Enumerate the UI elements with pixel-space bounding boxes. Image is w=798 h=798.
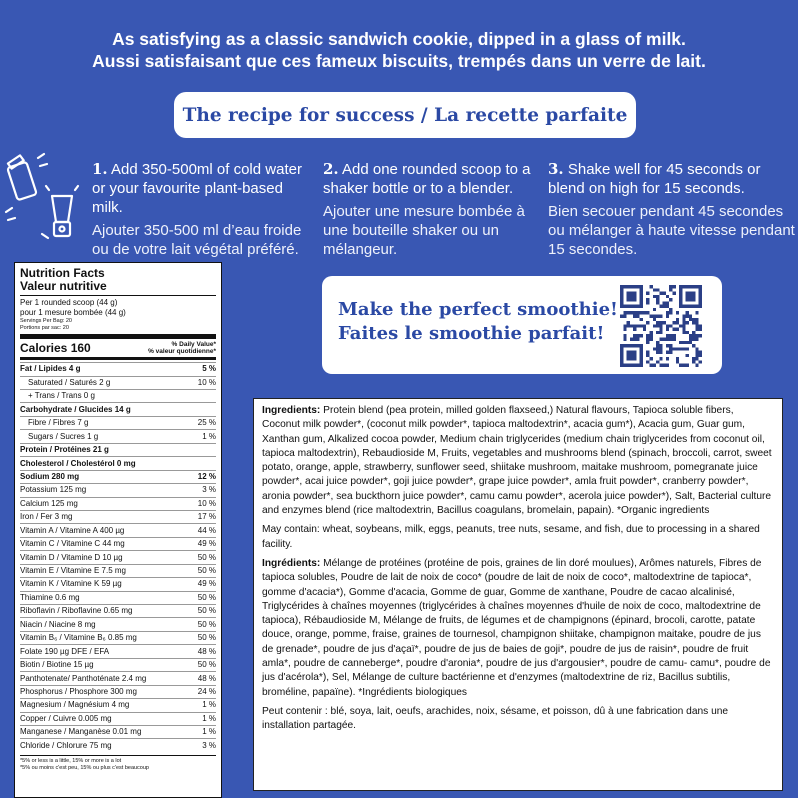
nutrient-row — [20, 429, 216, 442]
nutrient-row — [20, 389, 216, 402]
nutrient-label: Potassium 125 mg — [20, 485, 87, 495]
footnote-fr: *5% ou moins c'est peu, 15% ou plus c'est beaucoup — [20, 764, 149, 771]
step-2 — [323, 160, 535, 259]
smoothie-en: Make the perfect smoothie! — [338, 299, 618, 320]
nutrient-percent: 3 % — [202, 485, 216, 495]
nutrient-row — [20, 577, 216, 590]
nutrient-row — [20, 470, 216, 483]
nutrient-percent: 49 % — [197, 539, 216, 549]
nutrient-row — [20, 537, 216, 550]
shaker-blender-icon — [2, 150, 82, 250]
nutrient-percent: 12 % — [197, 471, 216, 481]
servings-per-bag-en: Servings Per Bag: 20 — [20, 317, 72, 324]
nutrient-row — [20, 644, 216, 657]
nutrient-label: Vitamin A / Vitamine A 400 µg — [20, 525, 125, 535]
nutrient-percent: 1 % — [202, 713, 216, 723]
nutrient-label: Biotin / Biotine 15 µg — [20, 660, 94, 670]
step-1-en: Add 350-500ml of cold water or your favourite plant-based milk. — [92, 161, 302, 216]
may-contain-en: May contain: wheat, soybeans, milk, eggs, peanuts, tree nuts, sesame, and fish, due to processing in a shared facility. — [262, 524, 760, 550]
step-1-fr: Ajouter 350-500 ml d’eau froide ou de votre lait végétal préféré. — [92, 222, 302, 258]
recipe-title: The recipe for success / La recette parfaite — [174, 92, 636, 138]
step-2-fr: Ajouter une mesure bombée à une bouteille shaker ou un mélangeur. — [323, 203, 525, 258]
nutrient-label: Phosphorus / Phosphore 300 mg — [20, 686, 137, 696]
step-3-en: Shake well for 45 seconds or blend on high for 15 seconds. — [548, 161, 761, 197]
nutrient-label: Fat / Lipides 4 g — [20, 364, 81, 374]
nutrient-percent: 50 % — [197, 592, 216, 602]
nutrient-label: Vitamin B₆ / Vitamine B₆ 0.85 mg — [20, 633, 137, 643]
nutrition-title-en: Nutrition Facts — [20, 266, 105, 280]
nutrient-percent: 24 % — [197, 686, 216, 696]
nutrient-row — [20, 738, 216, 751]
nutrient-label: Vitamin E / Vitamine E 7.5 mg — [20, 566, 126, 576]
nutrient-label: Folate 190 µg DFE / EFA — [20, 646, 110, 656]
nutrient-row — [20, 604, 216, 617]
nutrient-percent: 50 % — [197, 566, 216, 576]
nutrient-row — [20, 376, 216, 389]
nutrient-label: Saturated / Saturés 2 g — [28, 377, 111, 387]
nutrient-percent: 49 % — [197, 579, 216, 589]
serving-size-en: Per 1 rounded scoop (44 g) — [20, 298, 118, 307]
nutrient-label: Carbohydrate / Glucides 14 g — [20, 404, 131, 414]
serving-size-fr: pour 1 mesure bombée (44 g) — [20, 307, 126, 317]
nutrient-label: Vitamin D / Vitamine D 10 µg — [20, 552, 123, 562]
nutrient-row — [20, 510, 216, 523]
step-3-number: 3. — [548, 160, 564, 178]
nutrient-row — [20, 550, 216, 563]
step-2-en: Add one rounded scoop to a shaker bottle or to a blender. — [323, 161, 531, 197]
nutrient-row — [20, 712, 216, 725]
nutrient-percent: 50 % — [197, 619, 216, 629]
nutrient-row — [20, 631, 216, 644]
nutrient-percent: 44 % — [197, 525, 216, 535]
nutrient-percent: 10 % — [197, 377, 216, 387]
nutrition-facts-panel — [14, 262, 222, 798]
step-3 — [548, 160, 798, 259]
nutrient-percent: 5 % — [202, 364, 216, 374]
nutrient-label: Fibre / Fibres 7 g — [28, 418, 89, 428]
servings-per-bag-fr: Portions par sac: 20 — [20, 324, 69, 331]
tagline-fr: Aussi satisfaisant que ces fameux biscuits, trempés dans un verre de lait. — [92, 51, 706, 71]
smoothie-fr: Faites le smoothie parfait! — [338, 323, 605, 344]
nutrient-percent: 48 % — [197, 673, 216, 683]
nutrient-percent: 25 % — [197, 418, 216, 428]
nutrient-label: Vitamin C / Vitamine C 44 mg — [20, 539, 125, 549]
tagline-en: As satisfying as a classic sandwich cookie, dipped in a glass of milk. — [112, 29, 686, 49]
qr-code[interactable] — [620, 285, 702, 367]
nutrient-label: Calcium 125 mg — [20, 498, 78, 508]
nutrient-percent: 50 % — [197, 552, 216, 562]
nutrient-percent: 50 % — [197, 660, 216, 670]
nutrient-row — [20, 483, 216, 496]
nutrient-row — [20, 497, 216, 510]
nutrient-percent: 50 % — [197, 606, 216, 616]
step-2-number: 2. — [323, 160, 339, 178]
nutrient-row — [20, 564, 216, 577]
ingredients-panel — [253, 398, 783, 791]
nutrient-label: Magnesium / Magnésium 4 mg — [20, 700, 130, 710]
nutrient-label: Riboflavin / Riboflavine 0.65 mg — [20, 606, 133, 616]
calories: Calories 160 — [20, 340, 91, 355]
ingredients-fr-text: Mélange de protéines (protéine de pois, graines de lin doré moulues), Arômes naturels, Fibres de tapioca solubles, Poudre de lait de noix de coco* (poudre de lait de noix de coco*, maltodextrine de tapioca*, gomme d'acacia*), Gomme d'acacia, Gomme de guar, Gomme de xanthane, Poudre de cacao alcalinisé, Triglycérides à chaînes moyennes (triglycérides à chaînes moyennes d'huile de noix de coco, maltodextrine de tapioca), Rébaudioside M, Mélange de fruits, de légumes et de champignons (épinard, brocoli, carotte, patate douce, orange, pomme, fraise, graines de tournesol, champignon shiitake, champignon maitake, poudre de jus de grenade*, poudre de jus d'açaï*, poudre de jus de baies de goji*, poudre de jus de raisin*, poudre de fruit amla*, poudre de canneberge*, poudre d'aronia*, poudre de jus d'argousier*, poudre de camu- camu*, poudre de jus d'acérola*), Sel, Mélange de culture bactérienne et d'enzymes (maltodextrine de riz, Bacillus subtilis, broméline, papaïne). *Ingrédients biologiques — [262, 557, 771, 698]
nutrient-label: Chloride / Chlorure 75 mg — [20, 740, 112, 750]
nutrient-label: Manganese / Manganèse 0.01 mg — [20, 727, 142, 737]
nutrient-row — [20, 591, 216, 604]
nutrient-rows — [20, 362, 216, 752]
nutrient-label: Sugars / Sucres 1 g — [28, 431, 99, 441]
nutrient-percent: 1 % — [202, 727, 216, 737]
step-1-number: 1. — [92, 160, 108, 178]
nutrient-percent: 50 % — [197, 633, 216, 643]
nutrient-percent: 1 % — [202, 700, 216, 710]
tagline — [0, 28, 798, 72]
step-1 — [92, 160, 312, 259]
nutrient-row — [20, 658, 216, 671]
nutrient-percent: 48 % — [197, 646, 216, 656]
may-contain-fr: Peut contenir : blé, soya, lait, oeufs, arachides, noix, sésame, et poisson, dû à une fabrication dans une installation partagée. — [262, 705, 729, 732]
ingredients-en-label: Ingredients: — [262, 405, 321, 416]
nutrient-row — [20, 671, 216, 684]
nutrient-row — [20, 685, 216, 698]
nutrient-percent: 1 % — [202, 431, 216, 441]
nutrient-label: Panthotenate/ Panthoténate 2.4 mg — [20, 673, 147, 683]
nutrient-row — [20, 725, 216, 738]
nutrient-percent: 17 % — [197, 512, 216, 522]
nutrition-title-fr: Valeur nutritive — [20, 279, 107, 293]
footnote-en: *5% or less is a little, 15% or more is a lot — [20, 757, 122, 764]
nutrient-label: Thiamine 0.6 mg — [20, 592, 80, 602]
nutrient-label: Copper / Cuivre 0.005 mg — [20, 713, 112, 723]
nutrient-label: Cholesterol / Cholestérol 0 mg — [20, 458, 136, 468]
step-3-fr: Bien secouer pendant 45 secondes ou mélanger à haute vitesse pendant 15 secondes. — [548, 203, 795, 258]
nutrient-label: Niacin / Niacine 8 mg — [20, 619, 96, 629]
ingredients-en-text: Protein blend (pea protein, milled golden flaxseed,) Natural flavours, Tapioca soluble fibers, Coconut milk powder*, (coconut milk powder*, tapioca maltodextrin*, acacia gum*), Acacia gum, Guar gum, Xanthan gum, Alkalized cocoa powder, Medium chain triglycerides (medium chain triglycerides from coconut oil, tapioca maltodextrin), Rebaudioside M, Fruits, vegetables and mushrooms blend (spinach, broccoli, carrot, sweet potato, orange, apple, strawberry, sunflower seed, shiitake mushroom, maitake mushroom, pomegranate juice powder*, acai juice powder*, goji juice powder*, grape juice powder*, amla fruit powder*, cranberry powder*, aronia powder*, sea buckthorn juice powder*, camu camu powder*, acerola juice powder*), Salt, Bacterial culture and enzymes blend (rice maltodextrin, Bacillus coagulans, bromelain, papain). *Organic ingredients — [262, 405, 772, 517]
nutrient-row — [20, 443, 216, 456]
nutrient-label: Sodium 280 mg — [20, 471, 80, 481]
nutrient-label: + Trans / Trans 0 g — [28, 391, 95, 401]
nutrient-percent: 10 % — [197, 498, 216, 508]
nutrient-label: Iron / Fer 3 mg — [20, 512, 73, 522]
nutrient-row — [20, 523, 216, 536]
nutrient-row — [20, 416, 216, 429]
nutrient-row — [20, 617, 216, 630]
daily-value-header-fr: % valeur quotidienne* — [148, 348, 216, 356]
nutrient-row — [20, 402, 216, 415]
ingredients-fr-label: Ingrédients: — [262, 557, 321, 569]
nutrient-row — [20, 698, 216, 711]
smoothie-card — [322, 276, 722, 374]
daily-value-header-en: % Daily Value* — [171, 341, 216, 349]
nutrient-percent: 3 % — [202, 740, 216, 750]
nutrient-row — [20, 456, 216, 469]
nutrient-label: Protein / Protéines 21 g — [20, 445, 109, 455]
nutrient-label: Vitamin K / Vitamine K 59 µg — [20, 579, 122, 589]
nutrient-row — [20, 362, 216, 375]
